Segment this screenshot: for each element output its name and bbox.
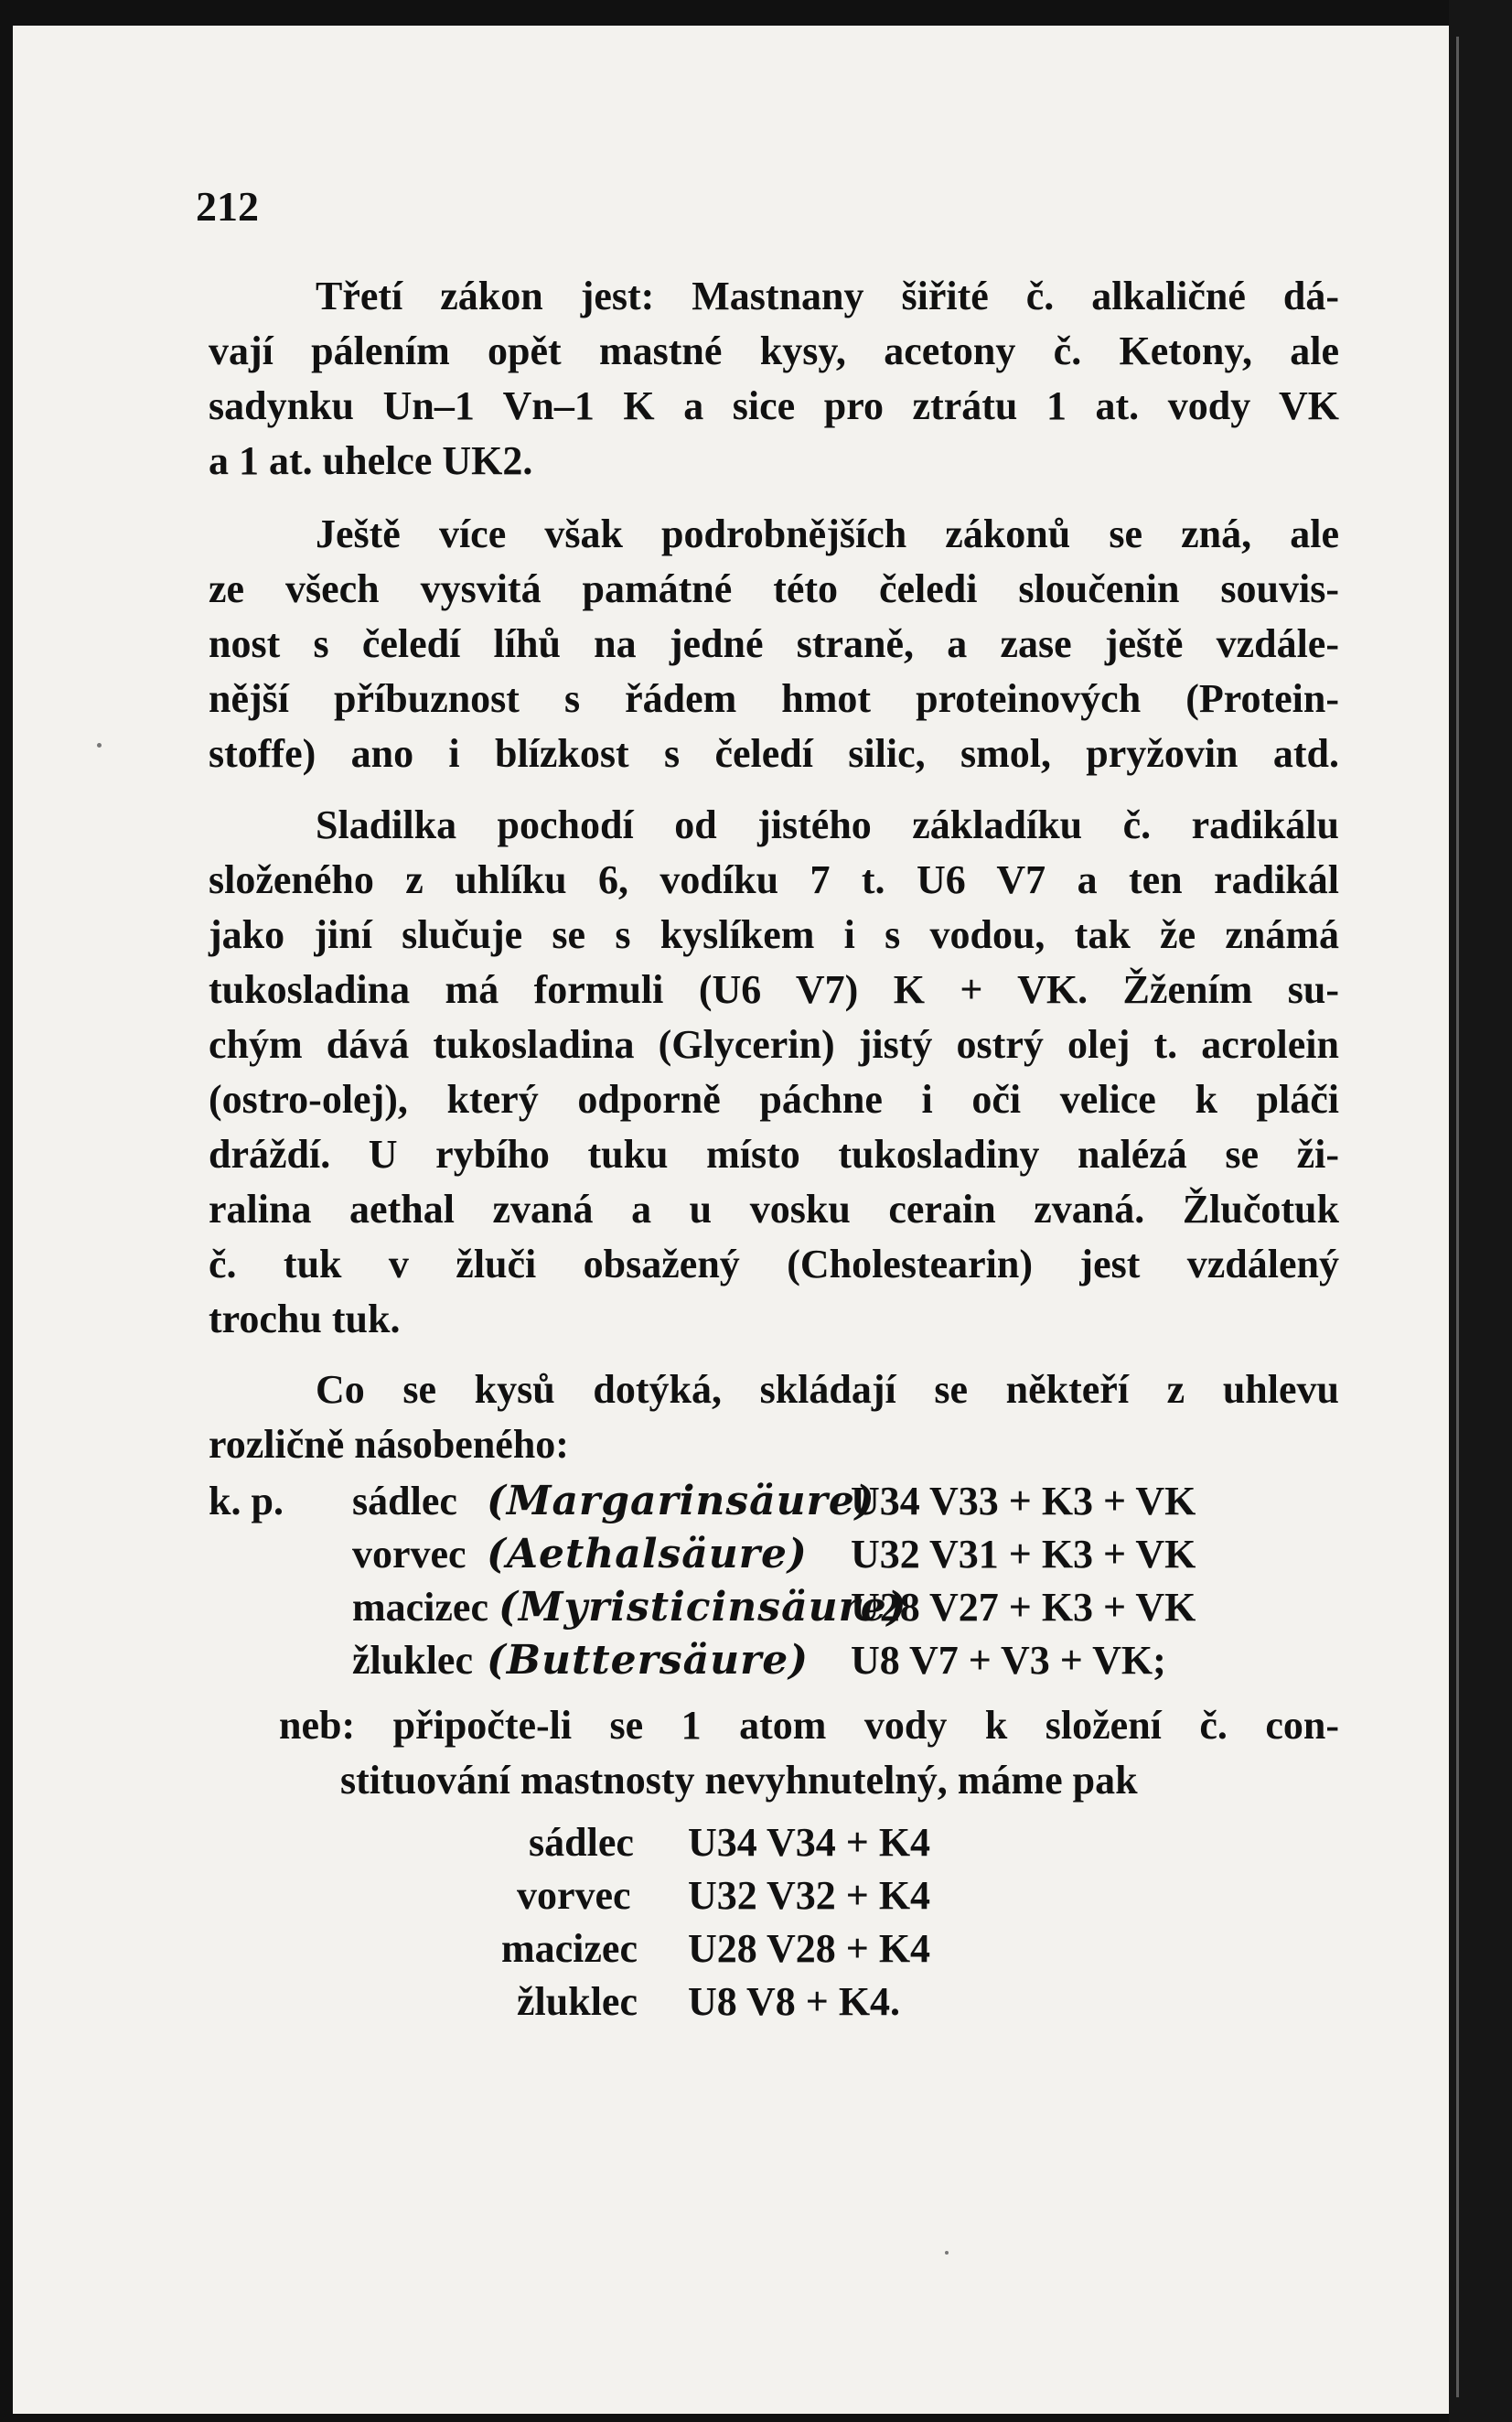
text-line: tukosladina má formuli (U6 V7) K + VK. Žžením su-: [209, 967, 1339, 1012]
text-line: sadynku Un–1 Vn–1 K a sice pro ztrátu 1 at. vody VK: [209, 383, 1339, 428]
scan-speck: [97, 743, 102, 748]
page-number: 212: [196, 183, 259, 230]
text-line: dráždí. U rybího tuku místo tukosladiny nalézá se ži-: [209, 1132, 1339, 1177]
acid-formula: U28 V27 + K3 + VK: [851, 1585, 1196, 1630]
acid-name: žluklec: [352, 1638, 473, 1683]
text-line: Sladilka pochodí od jistého základíku č. radikálu: [316, 802, 1339, 847]
text-line: jako jiní slučuje se s kyslíkem i s vodou, tak že známá: [209, 912, 1339, 957]
text-line: stoffe) ano i blízkost s čeledí silic, smol, pryžovin atd.: [209, 731, 1339, 776]
acid-formula: U8 V7 + V3 + VK;: [851, 1638, 1166, 1683]
table-prefix: k. p.: [209, 1479, 284, 1523]
text-line: chým dává tukosladina (Glycerin) jistý ostrý olej t. acrolein: [209, 1022, 1339, 1067]
text-line: ze všech vysvitá památné této čeledi sloučenin souvis-: [209, 566, 1339, 611]
acid-german-name: (Aethalsäure): [487, 1531, 808, 1577]
text-line: ralina aethal zvaná a u vosku cerain zvaná. Žlučotuk: [209, 1187, 1339, 1232]
text-line: Třetí zákon jest: Mastnany šiřité č. alkaličné dá-: [316, 274, 1339, 318]
scan-speck: [945, 2251, 949, 2255]
acid-name: macizec: [501, 1926, 638, 1971]
acid-german-name: (Myristicinsäure): [499, 1584, 907, 1631]
text-line: (ostro-olej), který odporně páchne i oči velice k pláči: [209, 1077, 1339, 1122]
acid-formula: U34 V33 + K3 + VK: [851, 1479, 1196, 1523]
text-line: stituování mastnosty nevyhnutelný, máme pak: [340, 1758, 1138, 1803]
page-edge: [1456, 37, 1459, 2397]
acid-german-name: (Margarinsäure): [487, 1478, 875, 1524]
acid-formula: U8 V8 + K4.: [688, 1979, 901, 2024]
acid-name: žluklec: [517, 1979, 638, 2024]
acid-name: sádlec: [529, 1820, 634, 1865]
acid-formula: U32 V32 + K4: [688, 1873, 931, 1918]
text-line: složeného z uhlíku 6, vodíku 7 t. U6 V7 a ten radikál: [209, 857, 1339, 902]
text-line: nost s čeledí líhů na jedné straně, a zase ještě vzdále-: [209, 621, 1339, 666]
acid-name: sádlec: [352, 1479, 457, 1523]
acid-formula: U32 V31 + K3 + VK: [851, 1532, 1196, 1577]
acid-name: vorvec: [352, 1532, 466, 1577]
acid-german-name: (Buttersäure): [487, 1637, 810, 1684]
acid-name: vorvec: [517, 1873, 631, 1918]
text-line: č. tuk v žluči obsažený (Cholestearin) jest vzdálený: [209, 1242, 1339, 1286]
text-line: a 1 at. uhelce UK2.: [209, 438, 533, 483]
text-line: Co se kysů dotýká, skládají se někteří z uhlevu: [316, 1367, 1339, 1412]
acid-formula: U28 V28 + K4: [688, 1926, 931, 1971]
text-line: vají pálením opět mastné kysy, acetony č. Ketony, ale: [209, 328, 1339, 373]
text-line: rozličně násobeného:: [209, 1422, 569, 1467]
text-line: Ještě více však podrobnějších zákonů se zná, ale: [316, 511, 1339, 556]
acid-formula: U34 V34 + K4: [688, 1820, 931, 1865]
text-line: trochu tuk.: [209, 1297, 401, 1341]
acid-name: macizec: [352, 1585, 488, 1630]
text-line: nější příbuznost s řádem hmot proteinových (Protein-: [209, 676, 1339, 721]
text-line: neb: připočte-li se 1 atom vody k složení č. con-: [279, 1703, 1339, 1748]
